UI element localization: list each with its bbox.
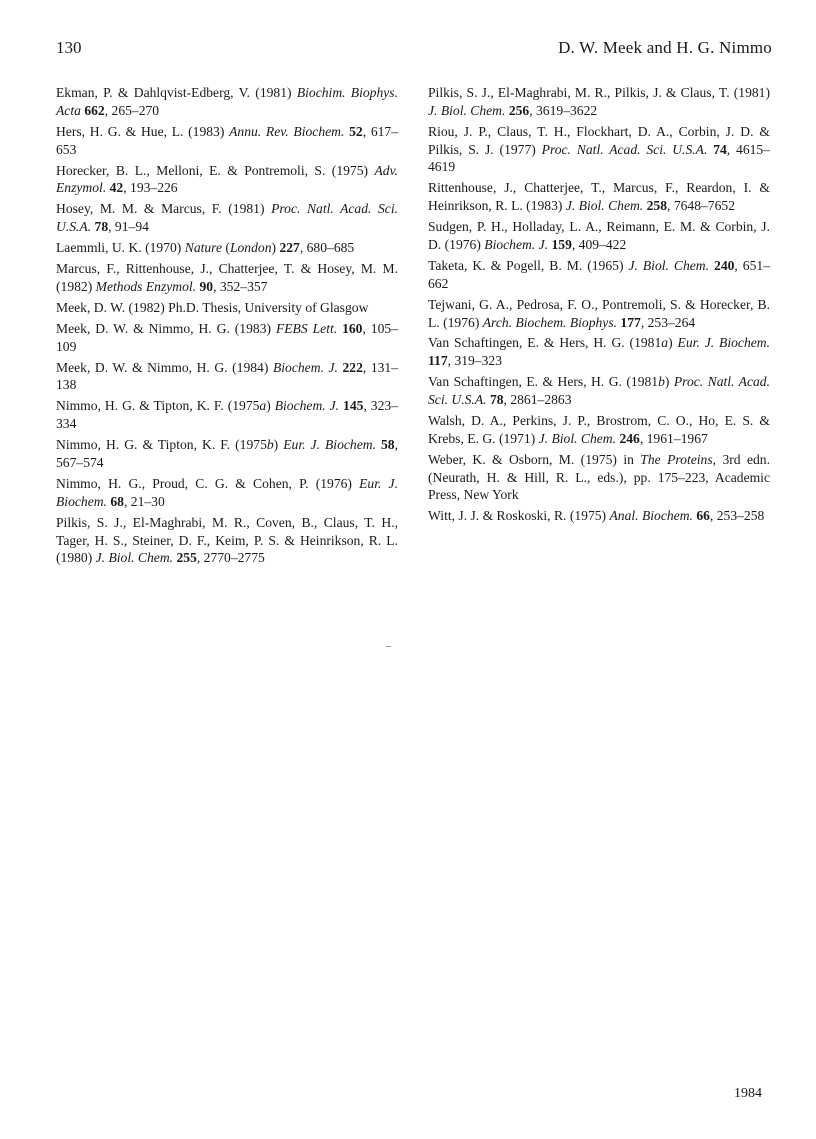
reference-item: [428, 179, 770, 215]
reference-item: [428, 218, 770, 254]
reference-item: [428, 123, 770, 176]
reference-text: Hers, H. G. & Hue, L. (1983) Annu. Rev. Biochem. 52, 617–653: [56, 123, 399, 157]
reference-item: [56, 397, 398, 433]
reference-item: [56, 123, 398, 159]
reference-text: Van Schaftingen, E. & Hers, H. G. (1981b) Proc. Natl. Acad. Sci. U.S.A. 78, 2861–2863: [428, 374, 770, 408]
reference-text: Sudgen, P. H., Holladay, L. A., Reimann, E. M. & Corbin, J. D. (1976) Biochem. J. 159, 409–422: [428, 219, 770, 252]
reference-item: [428, 334, 770, 370]
reference-text: Pilkis, S. J., El-Maghrabi, M. R., Pilkis, J. & Claus, T. (1981) J. Biol. Chem. 256, 3619–3622: [428, 85, 770, 118]
reference-text: Riou, J. P., Claus, T. H., Flockhart, D. A., Corbin, J. D. & Pilkis, S. J. (1977) Proc. Natl. Acad. Sci. U.S.A. 74, 4615–4619: [428, 123, 771, 175]
references-right-column: [428, 84, 770, 528]
reference-item: [428, 412, 770, 448]
reference-text: Van Schaftingen, E. & Hers, H. G. (1981a) Eur. J. Biochem. 117, 319–323: [428, 335, 770, 369]
reference-text: Laemmli, U. K. (1970) Nature (London) 227, 680–685: [56, 240, 355, 256]
reference-item: [56, 359, 398, 395]
reference-item: [428, 296, 770, 332]
reference-item: [56, 260, 398, 296]
reference-text: Nimmo, H. G., Proud, C. G. & Cohen, P. (1976) Eur. J. Biochem. 68, 21–30: [56, 476, 398, 509]
reference-item: [56, 84, 398, 120]
references-left-column: [56, 84, 398, 570]
reference-item: [56, 320, 398, 356]
reference-item: [56, 200, 398, 236]
reference-item: [428, 373, 770, 409]
reference-text: Weber, K. & Osborn, M. (1975) in The Proteins, 3rd edn. (Neurath, H. & Hill, R. L., eds.), pp. 175–223, Academic Press, New York: [428, 451, 770, 503]
reference-item: [56, 299, 398, 317]
page-header: [56, 38, 772, 62]
reference-item: [56, 514, 398, 567]
reference-item: [428, 507, 770, 525]
reference-text: Witt, J. J. & Roskoski, R. (1975) Anal. Biochem. 66, 253–258: [428, 508, 765, 524]
reference-item: [428, 84, 770, 120]
reference-item: [56, 436, 398, 472]
reference-text: Horecker, B. L., Melloni, E. & Pontremoli, S. (1975) Adv. Enzymol. 42, 193–226: [56, 162, 398, 196]
reference-text: Pilkis, S. J., El-Maghrabi, M. R., Coven, B., Claus, T. H., Tager, H. S., Steiner, D. F., Keim, P. S. & Heinrikson, R. L. (1980) J. Biol. Chem. 255, 2770–2775: [56, 514, 398, 566]
reference-text: Meek, D. W. & Nimmo, H. G. (1984) Biochem. J. 222, 131–138: [56, 359, 399, 393]
reference-text: Hosey, M. M. & Marcus, F. (1981) Proc. Natl. Acad. Sci. U.S.A. 78, 91–94: [56, 201, 398, 235]
page-number: 130: [56, 38, 82, 57]
reference-item: [56, 475, 398, 511]
reference-text: Ekman, P. & Dahlqvist-Edberg, V. (1981) Biochim. Biophys. Acta 662, 265–270: [56, 85, 398, 118]
footer-page-mark: 1984: [734, 1086, 762, 1101]
running-head: D. W. Meek and H. G. Nimmo: [558, 38, 772, 57]
reference-text: Marcus, F., Rittenhouse, J., Chatterjee, T. & Hosey, M. M. (1982) Methods Enzymol. 90, 352–357: [56, 261, 398, 294]
reference-text: Rittenhouse, J., Chatterjee, T., Marcus, F., Reardon, I. & Heinrikson, R. L. (1983) J. Biol. Chem. 258, 7648–7652: [428, 180, 770, 214]
reference-item: [428, 451, 770, 504]
scan-speck: [386, 646, 391, 647]
reference-text: Meek, D. W. & Nimmo, H. G. (1983) FEBS Lett. 160, 105–109: [56, 320, 398, 354]
reference-text: Nimmo, H. G. & Tipton, K. F. (1975b) Eur. J. Biochem. 58, 567–574: [56, 437, 398, 471]
reference-text: Taketa, K. & Pogell, B. M. (1965) J. Biol. Chem. 240, 651–662: [428, 257, 770, 291]
reference-text: Tejwani, G. A., Pedrosa, F. O., Pontremoli, S. & Horecker, B. L. (1976) Arch. Biochem. Biophys. 177, 253–264: [428, 296, 770, 330]
reference-text: Walsh, D. A., Perkins, J. P., Brostrom, C. O., Ho, E. S. & Krebs, E. G. (1971) J. Biol. Chem. 246, 1961–1967: [428, 413, 770, 446]
reference-text: Meek, D. W. (1982) Ph.D. Thesis, University of Glasgow: [56, 299, 369, 315]
reference-item: [428, 257, 770, 293]
reference-text: Nimmo, H. G. & Tipton, K. F. (1975a) Biochem. J. 145, 323–334: [56, 398, 398, 432]
reference-item: [56, 162, 398, 198]
reference-item: [56, 239, 398, 257]
